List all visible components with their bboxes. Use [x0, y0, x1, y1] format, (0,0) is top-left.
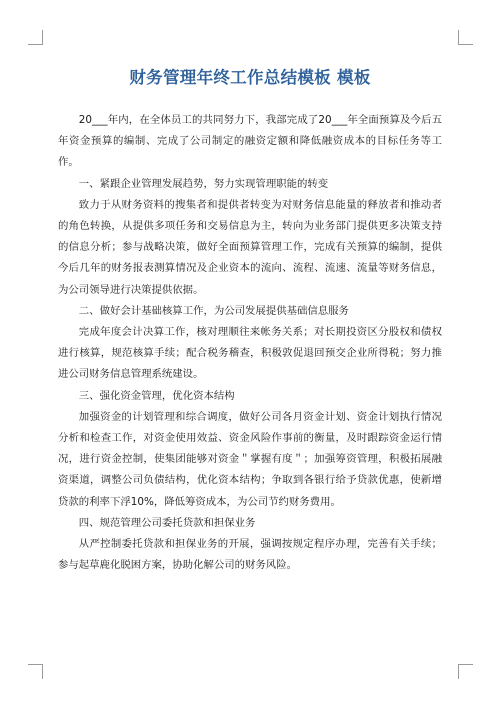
document-title: 财务管理年终工作总结模板 模板 [129, 68, 371, 87]
section-paragraph-1: 致力于从财务资料的搜集者和提供者转变为对财务信息能量的释放者和推动者的角色转换，从提供多项任务和交易信息为主，转向为业务部门提供更多决策支持的信息分析；参与战略决策，做好全面预算管理工作，完成有关预算的编制，提供今后几年的财务报表测算情况及企业资本的流向、流程、流速、流量等财务信息，为公司领导进行决策提供依据。 [58, 198, 442, 296]
document-body [58, 110, 442, 576]
section-heading-1: 一、紧跟企业管理发展趋势，努力实现管理职能的转变 [78, 177, 329, 190]
crop-mark-top-right [458, 30, 473, 45]
crop-mark-bottom-left [28, 664, 43, 679]
section-heading-3: 三、强化资金管理，优化资本结构 [78, 389, 235, 402]
section-paragraph-2: 完成年度会计决算工作，核对理顺往来帐务关系；对长期投资区分股权和债权进行核算，规范核算手续；配合税务稽查，积极敦促退回预交企业所得税；努力推进公司财务信息管理系统建设。 [58, 326, 442, 381]
section-paragraph-3: 加强资金的计划管理和综合调度，做好公司各月资金计划、资金计划执行情况分析和检查工作，对资金使用效益、资金风险作事前的衡量，及时跟踪资金运行情况，进行资金控制，使集团能够对资金＂掌握有度＂；加强筹资管理，积极拓展融资渠道，调整公司负债结构，优化资本结构；争取到各银行给予贷款优惠，使新增贷款的利率下浮10%，降低筹资成本，为公司节约财务费用。 [58, 410, 442, 508]
section-heading-2: 二、做好会计基础核算工作，为公司发展提供基础信息服务 [78, 304, 349, 317]
section-paragraph-4: 从严控制委托贷款和担保业务的开展，强调按规定程序办理，完善有关手续；参与起草鹿化脱困方案，协助化解公司的财务风险。 [58, 538, 442, 572]
crop-mark-bottom-right [458, 664, 473, 679]
crop-mark-top-left [28, 30, 43, 45]
intro-paragraph: 20___年内，在全体员工的共同努力下，我部完成了20___年全面预算及今后五年资金预算的编制、完成了公司制定的融资定额和降低融资成本的目标任务等工作。 [58, 114, 442, 169]
section-heading-4: 四、规范管理公司委托贷款和担保业务 [78, 516, 256, 529]
